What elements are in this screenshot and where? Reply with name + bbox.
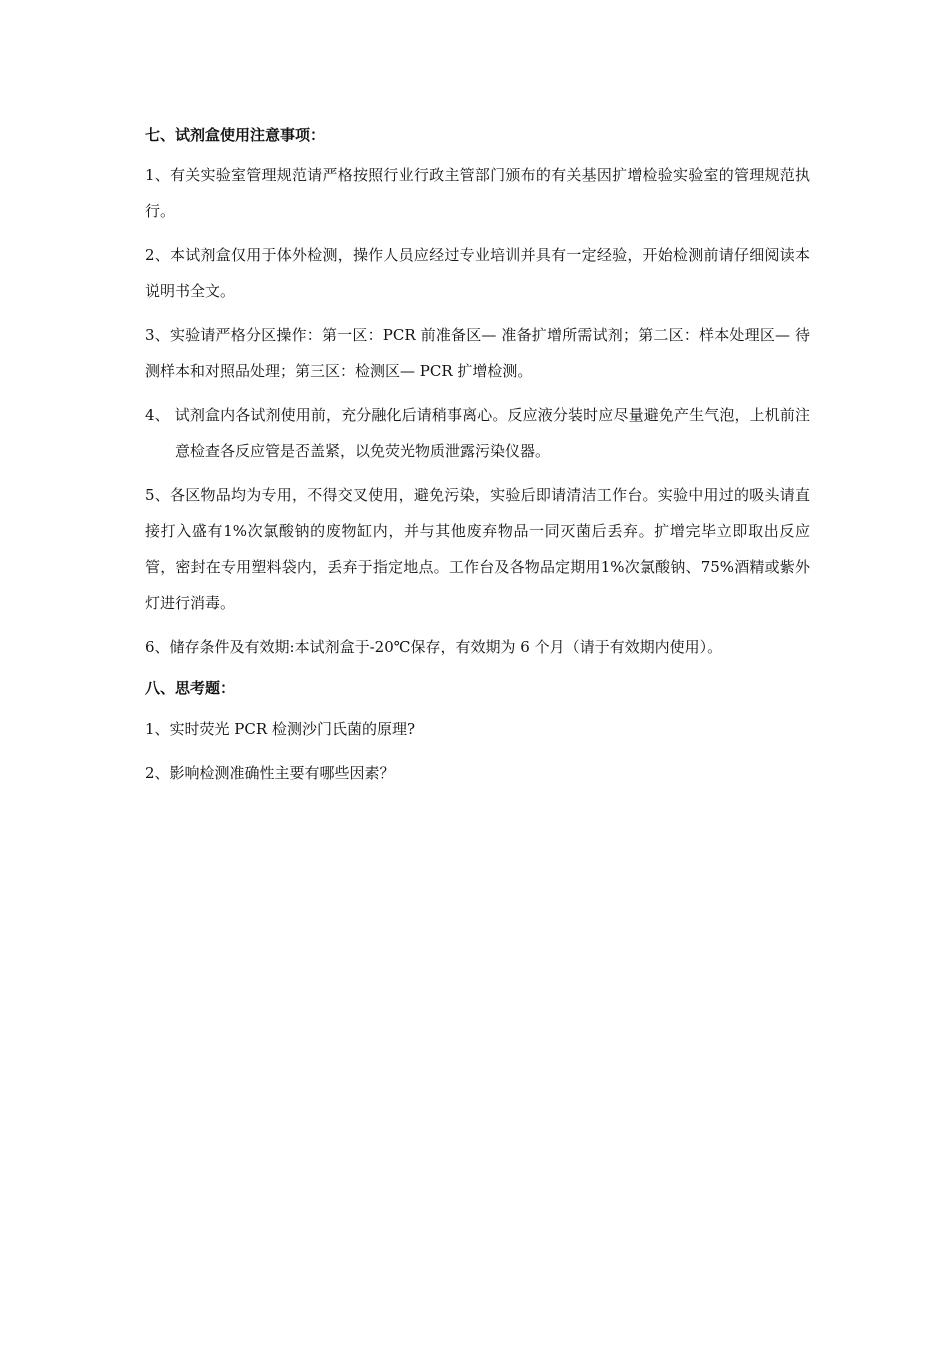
section-7-item-6: 6、储存条件及有效期:本试剂盒于-20℃保存，有效期为 6 个月（请于有效期内使用）。 (145, 638, 723, 656)
section-7-item-4: 4、 试剂盒内各试剂使用前，充分融化后请稍事离心。反应液分装时应尽量避免产生气泡，上机前注意检查各反应管是否盖紧，以免荧光物质泄露污染仪器。 (145, 406, 810, 460)
section-8-heading: 八、思考题： (145, 679, 236, 697)
section-8-question-1: 1、实时荧光 PCR 检测沙门氏菌的原理? (145, 720, 415, 738)
section-7-item-2: 2、本试剂盒仅用于体外检测，操作人员应经过专业培训并具有一定经验，开始检测前请仔细阅读本说明书全文。 (145, 246, 810, 300)
section-7-item-3: 3、实验请严格分区操作：第一区：PCR 前准备区— 准备扩增所需试剂；第二区：样本处理区— 待测样本和对照品处理；第三区：检测区— PCR 扩增检测。 (145, 326, 810, 380)
section-7-heading: 七、试剂盒使用注意事项： (145, 126, 326, 144)
section-7-item-1: 1、有关实验室管理规范请严格按照行业行政主管部门颁布的有关基因扩增检验实验室的管理规范执行。 (145, 166, 810, 220)
section-7-item-5: 5、各区物品均为专用，不得交叉使用，避免污染，实验后即请清洁工作台。实验中用过的吸头请直接打入盛有1%次氯酸钠的废物缸内，并与其他废弃物品一同灭菌后丢弃。扩增完毕立即取出反应管，密封在专用塑料袋内，丢弃于指定地点。工作台及各物品定期用1%次氯酸钠、75%酒精或紫外灯进行消毒。 (145, 486, 810, 612)
section-8-question-2: 2、影响检测准确性主要有哪些因素？ (145, 764, 395, 782)
document-body (145, 120, 810, 799)
